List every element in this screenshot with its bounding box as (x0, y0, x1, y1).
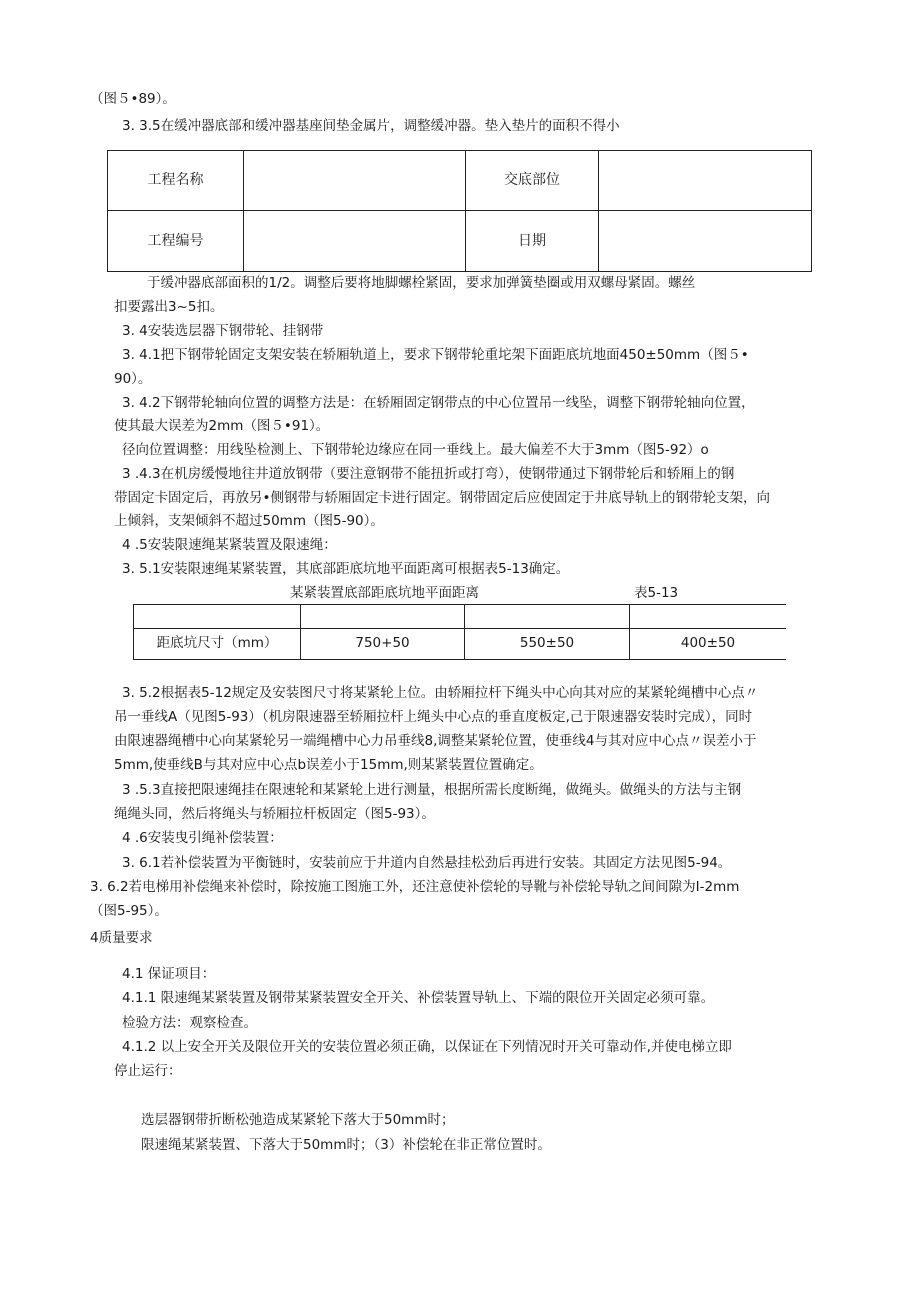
text-line: 3. 5.2根据表5-12规定及安装图尺寸将某紧轮上位。由轿厢拉杆下绳头中心向其对应的某紧轮绳槽中心点〃 (122, 685, 759, 701)
text-line: 限速绳某紧装置、下落大于50mm时；（3）补偿轮在非正常位置时。 (141, 1137, 551, 1153)
date-value (599, 211, 812, 272)
text-line: 3. 5.1安装限速绳某紧装置，其底部距底坑地平面距离可根据表5-13确定。 (122, 561, 570, 577)
text-line: 扣要露出3~5扣。 (114, 299, 224, 315)
text-line: （图５•89）。 (90, 91, 176, 107)
table-header-cell (301, 605, 465, 629)
section-heading: 4 .5安装限速绳某紧装置及限速绳： (122, 537, 337, 553)
table-header-cell (465, 605, 630, 629)
text-line: 3. 3.5在缓冲器底部和缓冲器基座间垫金属片，调整缓冲器。垫入垫片的面积不得小 (122, 118, 620, 134)
text-line: 停止运行： (114, 1063, 182, 1079)
text-line: 吊一垂线A（见图5-93）（机房限速器至轿厢拉杆上绳头中心点的垂直度板定,己于限速器安装时完成），同时 (114, 709, 753, 725)
text-line: 检验方法：观察检查。 (122, 1015, 257, 1031)
section-heading: 4质量要求 (90, 930, 153, 946)
text-line: 3 .5.3直接把限速绳挂在限速轮和某紧轮上进行测量，根据所需长度断绳，做绳头。做绳头的方法与主钢 (122, 782, 742, 798)
table-cell: 750+50 (301, 629, 465, 660)
text-line: 4.1.2 以上安全开关及限位开关的安装位置必须正确，以保证在下列情况时开关可靠动作,并使电梯立即 (122, 1039, 732, 1055)
table-caption: 某紧装置底部距底坑地平面距离 (290, 585, 479, 601)
table-cell: 550±50 (465, 629, 630, 660)
section-heading: 4 .6安装曳引绳补偿装置： (122, 830, 283, 846)
text-line: 3. 6.2若电梯用补偿绳来补偿时，除按施工图施工外，还注意使补偿轮的导靴与补偿轮导轨之间间隙为I-2mm (90, 879, 740, 895)
project-name-label: 工程名称 (108, 151, 244, 211)
table-header-cell (134, 605, 301, 629)
text-line: 3. 6.1若补偿装置为平衡链时，安装前应于井道内自然悬挂松劲后再进行安装。其固定方法见图5-94。 (122, 855, 732, 871)
distance-table (133, 604, 786, 660)
text-line: 上倾斜，支架倾斜不超过50mm（图5-90）。 (114, 513, 384, 529)
project-number-label: 工程编号 (108, 211, 244, 272)
text-line: 绳绳头同，然后将绳头与轿厢拉杆板固定（图5-93）。 (114, 806, 435, 822)
project-name-value (244, 151, 466, 211)
text-line: 3 .4.3在机房缓慢地往井道放钢带（要注意钢带不能扭折或打弯），使钢带通过下钢带轮后和轿厢上的钢 (122, 466, 735, 482)
project-number-value (244, 211, 466, 272)
project-info-table (107, 150, 812, 272)
text-line: 3. 4.2下钢带轮轴向位置的调整方法是：在轿厢固定钢带点的中心位置吊一线坠，调整下钢带轮轴向位置， (122, 395, 755, 411)
date-label: 日期 (466, 211, 599, 272)
text-line: 5mm,使垂线B与其对应中心点b误差小于15mm,则某紧装置位置确定。 (114, 757, 543, 773)
table-number: 表5-13 (634, 585, 679, 601)
text-line: 带固定卡固定后，再放另•侧钢带与轿厢固定卡进行固定。钢带固定后应使固定于井底导轨上的钢带轮支架，向 (114, 490, 770, 506)
text-line: 4.1 保证项目： (122, 966, 216, 982)
handover-location-label: 交底部位 (466, 151, 599, 211)
table-header-cell (630, 605, 787, 629)
text-line: 于缓冲器底部面积的1/2。调整后要将地脚螺栓紧固，要求加弹簧垫圈或用双螺母紧固。螺丝 (147, 275, 696, 291)
text-line: 3. 4.1把下钢带轮固定支架安装在轿厢轨道上，要求下钢带轮重坨架下面距底坑地面450±50mm（图５• (122, 347, 749, 363)
table-cell: 400±50 (630, 629, 787, 660)
handover-location-value (599, 151, 812, 211)
text-line: 径向位置调整：用线坠检测上、下钢带轮边缘应在同一垂线上。最大偏差不大于3mm（图5-92）o (122, 442, 709, 458)
row-label: 距底坑尺寸（mm） (134, 629, 301, 660)
text-line: 90）。 (114, 371, 152, 387)
text-line: 选层器钢带折断松弛造成某紧轮下落大于50mm时； (141, 1112, 455, 1128)
text-line: 由限速器绳槽中心向某紧轮另一端绳槽中心力吊垂线8,调整某紧轮位置，使垂线4与其对应中心点〃误差小于 (114, 733, 757, 749)
text-line: 4.1.1 限速绳某紧装置及钢带某紧装置安全开关、补偿装置导轨上、下端的限位开关固定必须可靠。 (122, 990, 715, 1006)
text-line: （图5-95）。 (90, 903, 168, 919)
section-heading: 3. 4安装选层器下钢带轮、挂钢带 (122, 323, 324, 339)
text-line: 使其最大误差为2mm（图５•91）。 (114, 418, 330, 434)
